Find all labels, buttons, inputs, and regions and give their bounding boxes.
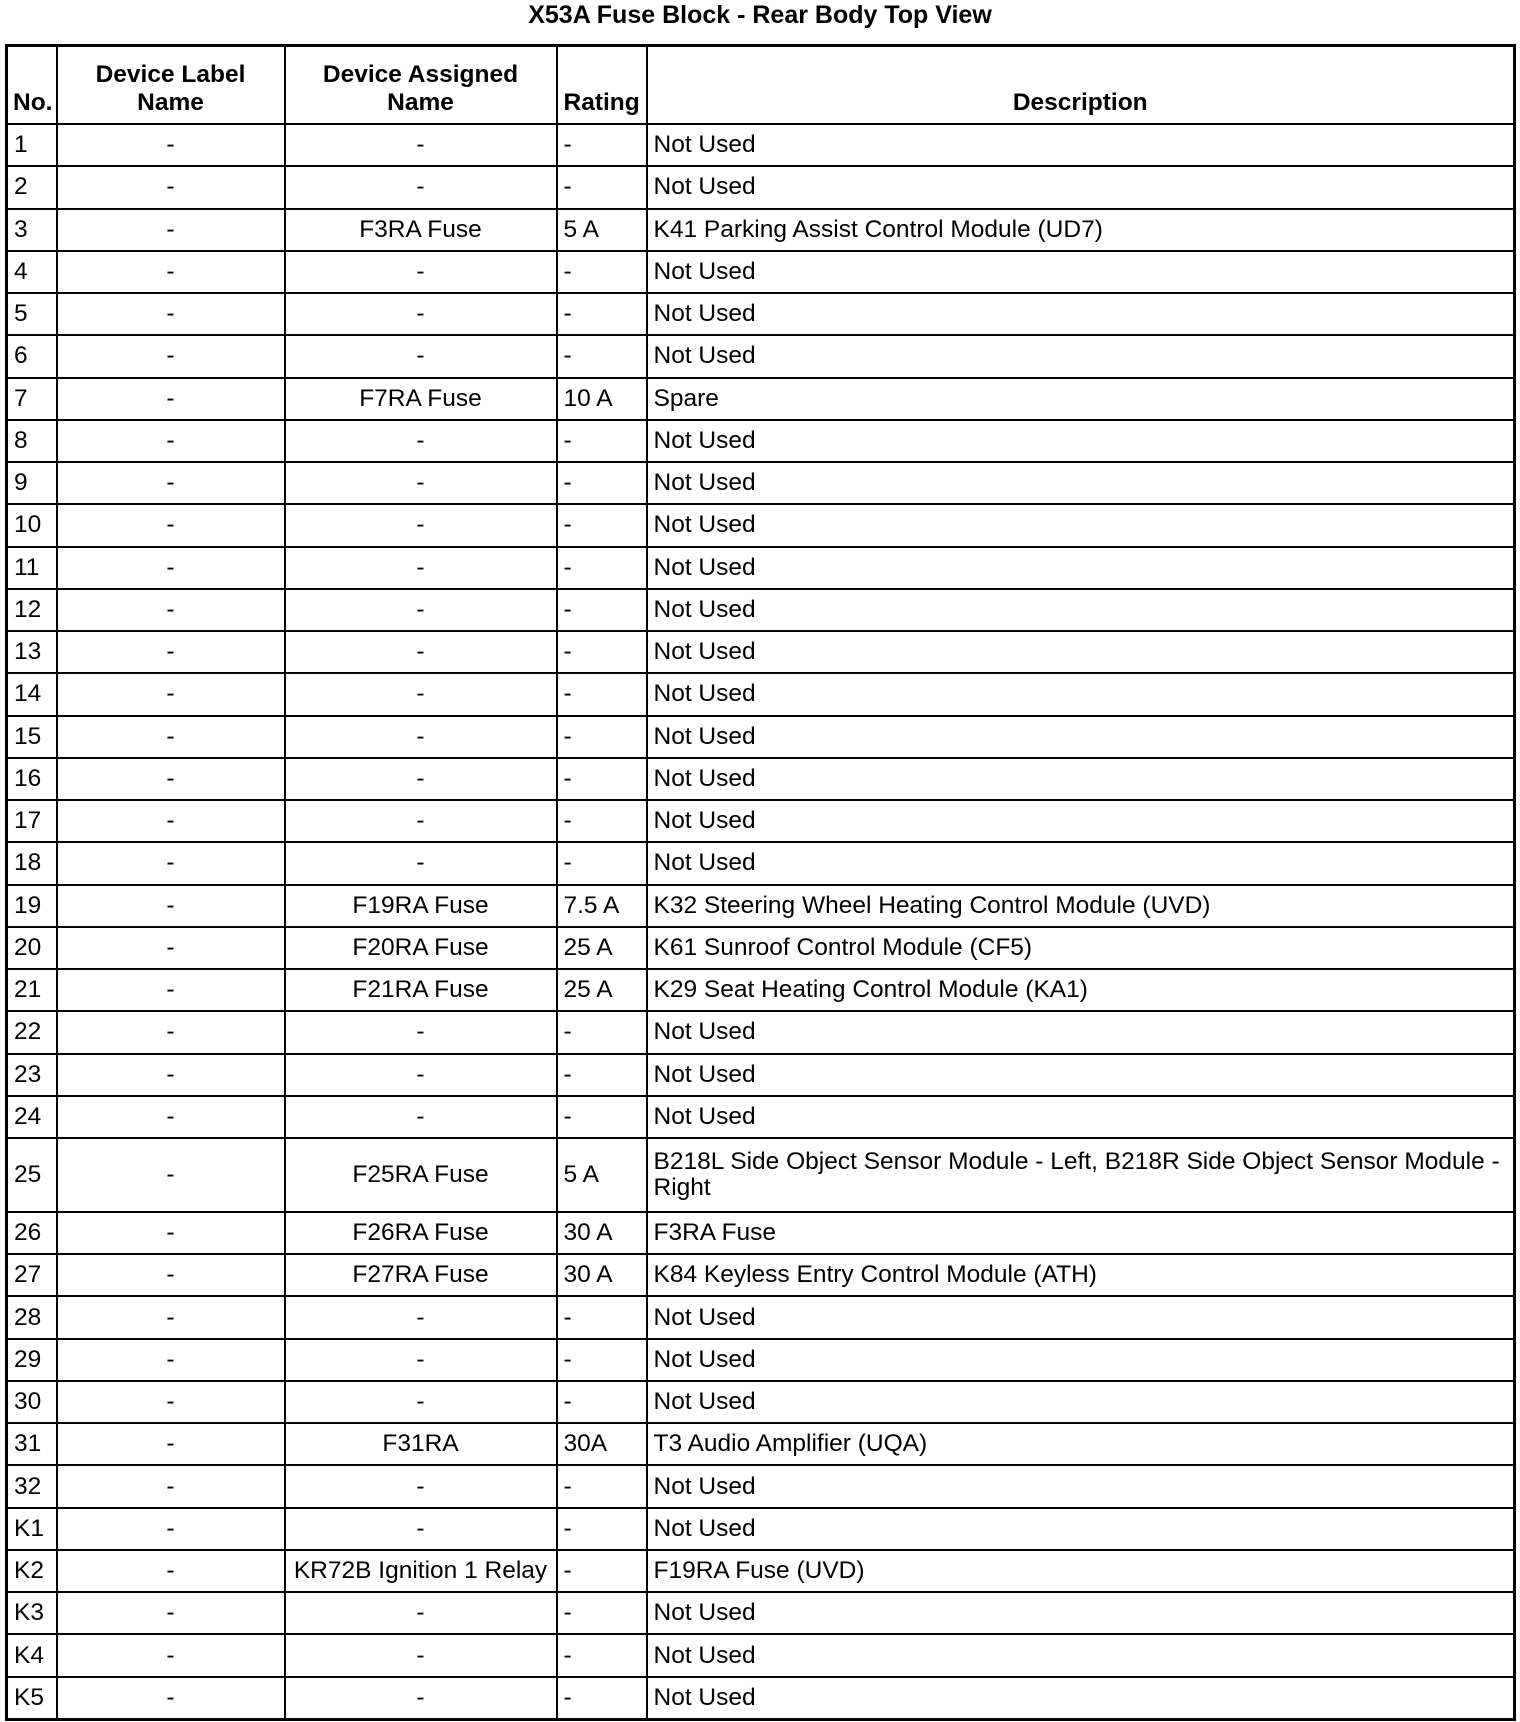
cell-description: Not Used (647, 166, 1515, 208)
cell-device-label-name: - (57, 800, 285, 842)
cell-device-assigned-name: F26RA Fuse (285, 1212, 557, 1254)
cell-rating: - (557, 800, 647, 842)
cell-device-assigned-name: F21RA Fuse (285, 969, 557, 1011)
cell-description: Not Used (647, 1054, 1515, 1096)
cell-device-label-name: - (57, 758, 285, 800)
cell-description: K41 Parking Assist Control Module (UD7) (647, 209, 1515, 251)
cell-rating: 30 A (557, 1254, 647, 1296)
cell-device-label-name: - (57, 547, 285, 589)
table-row (7, 1011, 1515, 1053)
cell-rating: - (557, 1634, 647, 1676)
cell-no: 15 (7, 716, 57, 758)
cell-description: Not Used (647, 1381, 1515, 1423)
cell-device-assigned-name: - (285, 335, 557, 377)
table-row (7, 293, 1515, 335)
cell-rating: - (557, 293, 647, 335)
cell-device-label-name: - (57, 673, 285, 715)
cell-description: K29 Seat Heating Control Module (KA1) (647, 969, 1515, 1011)
page-title: X53A Fuse Block - Rear Body Top View (528, 1, 992, 29)
cell-rating: - (557, 1677, 647, 1720)
cell-no: 1 (7, 124, 57, 166)
cell-device-label-name: - (57, 842, 285, 884)
cell-rating: - (557, 1096, 647, 1138)
cell-description: B218L Side Object Sensor Module - Left, B218R Side Object Sensor Module - Right (647, 1138, 1515, 1212)
cell-device-assigned-name: F31RA (285, 1423, 557, 1465)
cell-rating: 7.5 A (557, 885, 647, 927)
cell-device-assigned-name: F19RA Fuse (285, 885, 557, 927)
cell-rating: 30A (557, 1423, 647, 1465)
cell-device-assigned-name: - (285, 462, 557, 504)
cell-no: 21 (7, 969, 57, 1011)
cell-description: Spare (647, 378, 1515, 420)
cell-device-assigned-name: - (285, 420, 557, 462)
cell-no: 25 (7, 1138, 57, 1212)
cell-rating: - (557, 1550, 647, 1592)
cell-no: 5 (7, 293, 57, 335)
cell-rating: - (557, 251, 647, 293)
table-row (7, 420, 1515, 462)
table-row (7, 1339, 1515, 1381)
cell-description: Not Used (647, 124, 1515, 166)
cell-no: 23 (7, 1054, 57, 1096)
table-row (7, 378, 1515, 420)
cell-description: T3 Audio Amplifier (UQA) (647, 1423, 1515, 1465)
cell-device-label-name: - (57, 1339, 285, 1381)
cell-device-assigned-name: - (285, 716, 557, 758)
cell-no: K4 (7, 1634, 57, 1676)
cell-device-label-name: - (57, 293, 285, 335)
table-row (7, 1677, 1515, 1720)
cell-rating: - (557, 673, 647, 715)
table-row (7, 462, 1515, 504)
cell-device-assigned-name: - (285, 1634, 557, 1676)
cell-rating: - (557, 842, 647, 884)
cell-description: F3RA Fuse (647, 1212, 1515, 1254)
cell-no: 19 (7, 885, 57, 927)
cell-device-label-name: - (57, 166, 285, 208)
cell-device-label-name: - (57, 462, 285, 504)
cell-description: Not Used (647, 589, 1515, 631)
table-row (7, 124, 1515, 166)
cell-rating: 25 A (557, 927, 647, 969)
cell-description: Not Used (647, 547, 1515, 589)
cell-device-assigned-name: - (285, 1054, 557, 1096)
cell-device-label-name: - (57, 1423, 285, 1465)
cell-description: Not Used (647, 758, 1515, 800)
cell-description: Not Used (647, 1677, 1515, 1720)
table-row (7, 1508, 1515, 1550)
cell-rating: - (557, 166, 647, 208)
cell-device-label-name: - (57, 969, 285, 1011)
header-device-label-name: Device Label Name (57, 46, 285, 125)
cell-description: Not Used (647, 673, 1515, 715)
cell-no: 12 (7, 589, 57, 631)
table-row (7, 1096, 1515, 1138)
cell-description: Not Used (647, 1339, 1515, 1381)
table-row (7, 1634, 1515, 1676)
table-row (7, 1423, 1515, 1465)
cell-rating: - (557, 462, 647, 504)
table-row (7, 166, 1515, 208)
cell-rating: - (557, 1296, 647, 1338)
cell-device-label-name: - (57, 251, 285, 293)
cell-rating: - (557, 589, 647, 631)
cell-description: Not Used (647, 1011, 1515, 1053)
table-row (7, 251, 1515, 293)
cell-description: Not Used (647, 504, 1515, 546)
cell-device-label-name: - (57, 927, 285, 969)
cell-no: K5 (7, 1677, 57, 1720)
cell-no: 14 (7, 673, 57, 715)
cell-no: 16 (7, 758, 57, 800)
cell-rating: 5 A (557, 209, 647, 251)
table-row (7, 1138, 1515, 1212)
cell-device-assigned-name: - (285, 1381, 557, 1423)
cell-no: 20 (7, 927, 57, 969)
table-row (7, 716, 1515, 758)
cell-device-assigned-name: KR72B Ignition 1 Relay (285, 1550, 557, 1592)
cell-no: 8 (7, 420, 57, 462)
cell-no: 17 (7, 800, 57, 842)
cell-rating: - (557, 716, 647, 758)
cell-device-assigned-name: - (285, 673, 557, 715)
cell-description: Not Used (647, 293, 1515, 335)
cell-description: Not Used (647, 251, 1515, 293)
cell-device-assigned-name: - (285, 166, 557, 208)
cell-rating: - (557, 1465, 647, 1507)
table-row (7, 1465, 1515, 1507)
cell-no: K1 (7, 1508, 57, 1550)
cell-rating: 5 A (557, 1138, 647, 1212)
cell-rating: - (557, 1592, 647, 1634)
table-row (7, 1381, 1515, 1423)
cell-device-assigned-name: - (285, 1296, 557, 1338)
cell-device-assigned-name: - (285, 800, 557, 842)
cell-no: K2 (7, 1550, 57, 1592)
cell-description: Not Used (647, 335, 1515, 377)
cell-no: 32 (7, 1465, 57, 1507)
cell-no: 26 (7, 1212, 57, 1254)
cell-description: Not Used (647, 1096, 1515, 1138)
cell-description: Not Used (647, 631, 1515, 673)
cell-device-assigned-name: - (285, 293, 557, 335)
cell-rating: 25 A (557, 969, 647, 1011)
table-header-row (7, 46, 1515, 125)
cell-rating: - (557, 547, 647, 589)
cell-no: 6 (7, 335, 57, 377)
cell-description: Not Used (647, 1465, 1515, 1507)
cell-description: Not Used (647, 842, 1515, 884)
cell-description: Not Used (647, 420, 1515, 462)
cell-device-assigned-name: - (285, 631, 557, 673)
cell-device-assigned-name: - (285, 1011, 557, 1053)
cell-device-assigned-name: - (285, 1096, 557, 1138)
table-row (7, 800, 1515, 842)
cell-no: K3 (7, 1592, 57, 1634)
cell-device-label-name: - (57, 1296, 285, 1338)
cell-device-assigned-name: - (285, 758, 557, 800)
cell-device-label-name: - (57, 589, 285, 631)
table-row (7, 209, 1515, 251)
cell-no: 3 (7, 209, 57, 251)
cell-device-label-name: - (57, 1550, 285, 1592)
header-rating: Rating (557, 46, 647, 125)
cell-device-assigned-name: - (285, 504, 557, 546)
cell-device-label-name: - (57, 209, 285, 251)
cell-no: 24 (7, 1096, 57, 1138)
cell-no: 18 (7, 842, 57, 884)
table-row (7, 1592, 1515, 1634)
cell-device-assigned-name: - (285, 1339, 557, 1381)
cell-device-label-name: - (57, 1054, 285, 1096)
cell-rating: - (557, 504, 647, 546)
cell-rating: 10 A (557, 378, 647, 420)
cell-device-label-name: - (57, 1096, 285, 1138)
cell-device-assigned-name: F25RA Fuse (285, 1138, 557, 1212)
cell-no: 9 (7, 462, 57, 504)
cell-device-assigned-name: - (285, 1508, 557, 1550)
fuse-table-body (7, 124, 1515, 1720)
cell-description: Not Used (647, 1592, 1515, 1634)
cell-description: Not Used (647, 1634, 1515, 1676)
cell-device-assigned-name: - (285, 842, 557, 884)
cell-description: Not Used (647, 1296, 1515, 1338)
table-row (7, 589, 1515, 631)
cell-description: K61 Sunroof Control Module (CF5) (647, 927, 1515, 969)
cell-device-assigned-name: - (285, 589, 557, 631)
fuse-table (5, 44, 1516, 1721)
cell-device-label-name: - (57, 124, 285, 166)
cell-rating: - (557, 124, 647, 166)
cell-device-label-name: - (57, 335, 285, 377)
cell-device-label-name: - (57, 420, 285, 462)
cell-description: K32 Steering Wheel Heating Control Module (UVD) (647, 885, 1515, 927)
cell-device-label-name: - (57, 378, 285, 420)
cell-no: 29 (7, 1339, 57, 1381)
table-row (7, 1054, 1515, 1096)
cell-rating: - (557, 1508, 647, 1550)
cell-rating: - (557, 1054, 647, 1096)
cell-device-assigned-name: F20RA Fuse (285, 927, 557, 969)
cell-device-label-name: - (57, 1677, 285, 1720)
cell-device-assigned-name: - (285, 1465, 557, 1507)
cell-no: 4 (7, 251, 57, 293)
table-row (7, 673, 1515, 715)
cell-device-assigned-name: - (285, 124, 557, 166)
cell-rating: - (557, 1011, 647, 1053)
cell-device-label-name: - (57, 1634, 285, 1676)
cell-no: 7 (7, 378, 57, 420)
cell-device-label-name: - (57, 1465, 285, 1507)
cell-description: Not Used (647, 462, 1515, 504)
cell-device-assigned-name: - (285, 1592, 557, 1634)
cell-no: 13 (7, 631, 57, 673)
cell-rating: - (557, 1381, 647, 1423)
cell-no: 28 (7, 1296, 57, 1338)
cell-device-label-name: - (57, 1138, 285, 1212)
header-description: Description (647, 46, 1515, 125)
cell-device-label-name: - (57, 885, 285, 927)
cell-device-label-name: - (57, 1592, 285, 1634)
table-row (7, 1254, 1515, 1296)
table-row (7, 927, 1515, 969)
cell-no: 2 (7, 166, 57, 208)
cell-rating: - (557, 631, 647, 673)
cell-rating: - (557, 758, 647, 800)
table-row (7, 758, 1515, 800)
cell-no: 27 (7, 1254, 57, 1296)
table-row (7, 631, 1515, 673)
cell-no: 10 (7, 504, 57, 546)
table-row (7, 504, 1515, 546)
cell-device-label-name: - (57, 1254, 285, 1296)
table-row (7, 547, 1515, 589)
cell-description: F19RA Fuse (UVD) (647, 1550, 1515, 1592)
cell-device-assigned-name: - (285, 251, 557, 293)
cell-device-label-name: - (57, 1011, 285, 1053)
cell-device-label-name: - (57, 504, 285, 546)
cell-description: K84 Keyless Entry Control Module (ATH) (647, 1254, 1515, 1296)
table-row (7, 1550, 1515, 1592)
cell-rating: - (557, 335, 647, 377)
cell-device-label-name: - (57, 1381, 285, 1423)
cell-rating: - (557, 1339, 647, 1381)
cell-no: 30 (7, 1381, 57, 1423)
table-row (7, 885, 1515, 927)
cell-device-assigned-name: - (285, 547, 557, 589)
cell-description: Not Used (647, 1508, 1515, 1550)
table-row (7, 1212, 1515, 1254)
cell-device-label-name: - (57, 1212, 285, 1254)
cell-device-assigned-name: F7RA Fuse (285, 378, 557, 420)
table-row (7, 842, 1515, 884)
table-row (7, 969, 1515, 1011)
cell-no: 11 (7, 547, 57, 589)
table-row (7, 335, 1515, 377)
cell-description: Not Used (647, 800, 1515, 842)
table-row (7, 1296, 1515, 1338)
cell-device-assigned-name: - (285, 1677, 557, 1720)
cell-device-label-name: - (57, 716, 285, 758)
cell-rating: - (557, 420, 647, 462)
cell-description: Not Used (647, 716, 1515, 758)
cell-device-assigned-name: F3RA Fuse (285, 209, 557, 251)
header-no: No. (7, 46, 57, 125)
cell-rating: 30 A (557, 1212, 647, 1254)
cell-no: 31 (7, 1423, 57, 1465)
cell-device-label-name: - (57, 631, 285, 673)
header-device-assigned-name: Device Assigned Name (285, 46, 557, 125)
cell-device-assigned-name: F27RA Fuse (285, 1254, 557, 1296)
cell-device-label-name: - (57, 1508, 285, 1550)
cell-no: 22 (7, 1011, 57, 1053)
